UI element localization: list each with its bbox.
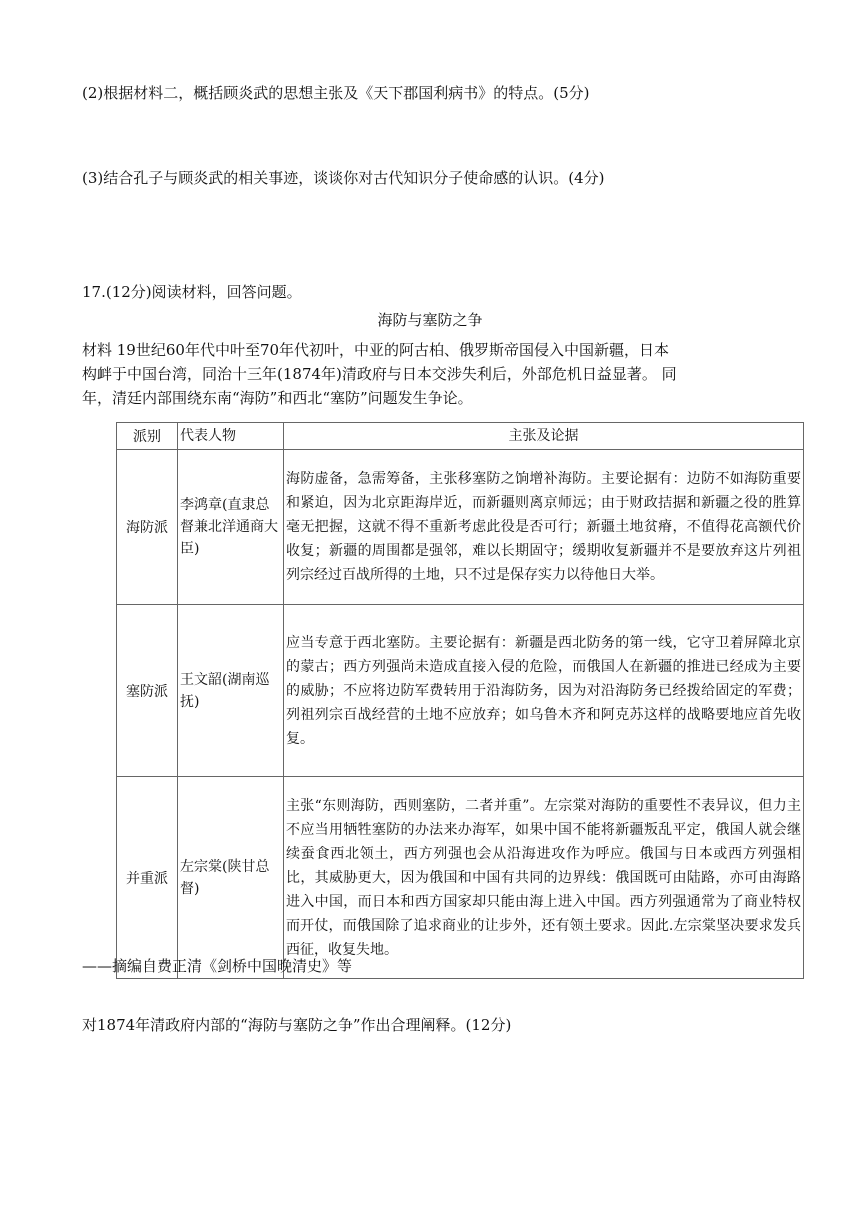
table-row xyxy=(117,450,804,605)
argument-cell: 应当专意于西北塞防。主要论据有：新疆是西北防务的第一线，它守卫着屏障北京的蒙古；西方列强尚未造成直接入侵的危险，而俄国人在新疆的推进已经成为主要的威胁；不应将边防军费转用于沿海防务，因为对沿海防务已经拨给固定的军费；列祖列宗百战经营的土地不应放弃；如乌鲁木齐和阿克苏这样的战略要地应首先收复。 xyxy=(284,605,804,777)
table-header-row xyxy=(117,423,804,450)
material-title: 海防与塞防之争 xyxy=(377,311,483,329)
faction-cell: 并重派 xyxy=(117,777,178,979)
question-3: (3)结合孔子与顾炎武的相关事迹，谈谈你对古代知识分子使命感的认识。(4分) xyxy=(82,169,605,187)
material-paragraph xyxy=(82,338,782,410)
question-17: 17.(12分)阅读材料，回答问题。 xyxy=(82,283,302,301)
source-citation: ——摘编自费正清《剑桥中国晚清史》等 xyxy=(82,957,353,975)
header-argument: 主张及论据 xyxy=(284,423,804,450)
table-row xyxy=(117,605,804,777)
person-cell: 左宗棠(陕甘总督) xyxy=(178,777,284,979)
header-person: 代表人物 xyxy=(178,423,284,450)
material-line: 材料 19世纪60年代中叶至70年代初叶，中亚的阿古柏、俄罗斯帝国侵入中国新疆，日本 xyxy=(82,341,670,359)
material-line: 年，清廷内部围绕东南“海防”和西北“塞防”问题发生争论。 xyxy=(82,389,473,407)
final-question: 对1874年清政府内部的“海防与塞防之争”作出合理阐释。(12分) xyxy=(82,1016,512,1034)
question-2: (2)根据材料二，概括顾炎武的思想主张及《天下郡国利病书》的特点。(5分) xyxy=(82,84,590,102)
table-row xyxy=(117,777,804,979)
header-faction: 派别 xyxy=(117,423,178,450)
faction-cell: 塞防派 xyxy=(117,605,178,777)
person-cell: 李鸿章(直隶总督兼北洋通商大臣) xyxy=(178,450,284,605)
argument-cell: 主张“东则海防，西则塞防，二者并重”。左宗棠对海防的重要性不表异议，但力主不应当用牺牲塞防的办法来办海军，如果中国不能将新疆叛乱平定，俄国人就会继续蚕食西北领土，西方列强也会从沿海进攻作为呼应。俄国与日本或西方列强相比，其威胁更大，因为俄国和中国有共同的边界线：俄国既可由陆路，亦可由海路进入中国，而日本和西方国家却只能由海上进入中国。西方列强通常为了商业特权而开仗，而俄国除了追求商业的让步外，还有领土要求。因此.左宗棠坚决要求发兵西征，收复失地。 xyxy=(284,777,804,979)
argument-cell: 海防虚备，急需筹备，主张移塞防之饷增补海防。主要论据有：边防不如海防重要和紧迫，因为北京距海岸近，而新疆则离京师远；由于财政拮据和新疆之役的胜算毫无把握，这就不得不重新考虑此役是否可行；新疆土地贫瘠，不值得花高额代价收复；新疆的周围都是强邻，难以长期固守；缓期收复新疆并不是要放弃这片列祖列宗经过百战所得的土地，只不过是保存实力以待他日大举。 xyxy=(284,450,804,605)
debate-table xyxy=(116,422,804,979)
person-cell: 王文韶(湖南巡抚) xyxy=(178,605,284,777)
material-line: 构衅于中国台湾，同治十三年(1874年)清政府与日本交涉失利后，外部危机日益显著。 同 xyxy=(82,365,677,383)
faction-cell: 海防派 xyxy=(117,450,178,605)
